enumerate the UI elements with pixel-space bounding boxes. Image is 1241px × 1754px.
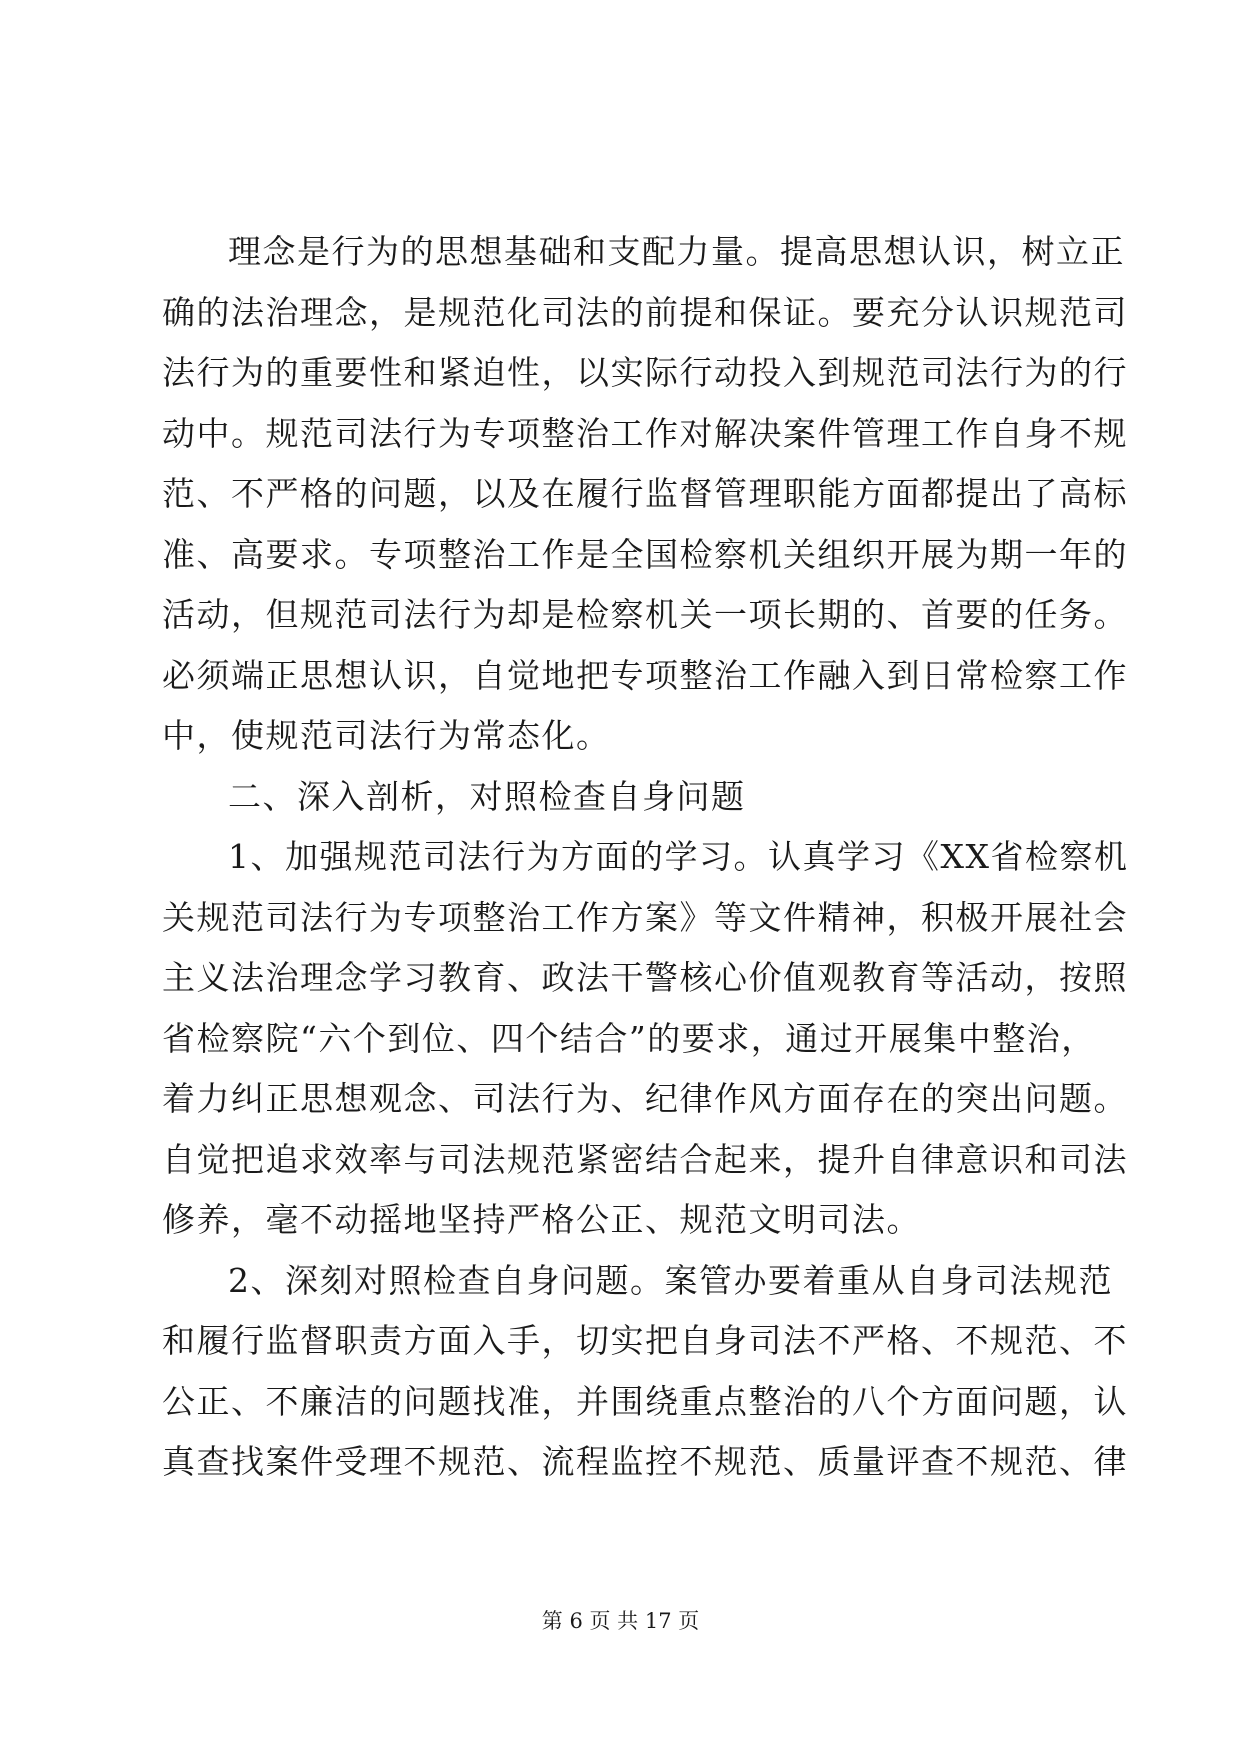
paragraph-first-line: 理念是行为的思想基础和支配力量。提高思想认识，树立正 [228,232,1125,271]
paragraph-line: 准、高要求。专项整治工作是全国检察机关组织开展为期一年的 [162,534,1128,574]
paragraph-line: 活动，但规范司法行为却是检察机关一项长期的、首要的任务。 [162,595,1128,634]
paragraph-line: 着力纠正思想观念、司法行为、纪律作风方面存在的突出问题。 [162,1079,1128,1118]
paragraph-line: 必须端正思想认识，自觉地把专项整治工作融入到日常检察工作 [162,655,1128,695]
paragraph-line: 和履行监督职责方面入手，切实把自身司法不严格、不规范、不 [162,1321,1128,1360]
paragraph-line: 修养，毫不动摇地坚持严格公正、规范文明司法。 [162,1200,921,1239]
paragraph-line: 自觉把追求效率与司法规范紧密结合起来，提升自律意识和司法 [162,1139,1128,1179]
paragraph-line: 关规范司法行为专项整治工作方案》等文件精神，积极开展社会 [162,897,1128,937]
paragraph-line: 确的法治理念，是规范化司法的前提和保证。要充分认识规范司 [162,292,1128,332]
page-footer: 第 6 页 共 17 页 [541,1609,700,1633]
paragraph-line: 动中。规范司法行为专项整治工作对解决案件管理工作自身不规 [162,413,1128,453]
paragraph-line: 中，使规范司法行为常态化。 [162,716,611,755]
paragraph-line: 范、不严格的问题，以及在履行监督管理职能方面都提出了高标 [162,474,1128,513]
document-body [162,222,1129,1493]
paragraph-first-line: 2、深刻对照检查自身问题。案管办要着重从自身司法规范 [228,1260,1113,1300]
paragraph-line: 省检察院“六个到位、四个结合”的要求，通过开展集中整治， [162,1018,1096,1058]
paragraph-line: 真查找案件受理不规范、流程监控不规范、质量评查不规范、律 [162,1442,1128,1481]
paragraph-line: 公正、不廉洁的问题找准，并围绕重点整治的八个方面问题，认 [162,1381,1128,1421]
paragraph-first-line: 二、深入剖析，对照检查自身问题 [228,776,746,816]
paragraph-first-line: 1、加强规范司法行为方面的学习。认真学习《XX省检察机 [228,837,1129,876]
paragraph-line: 主义法治理念学习教育、政法干警核心价值观教育等活动，按照 [162,958,1128,997]
paragraph-line: 法行为的重要性和紧迫性，以实际行动投入到规范司法行为的行 [162,353,1128,392]
